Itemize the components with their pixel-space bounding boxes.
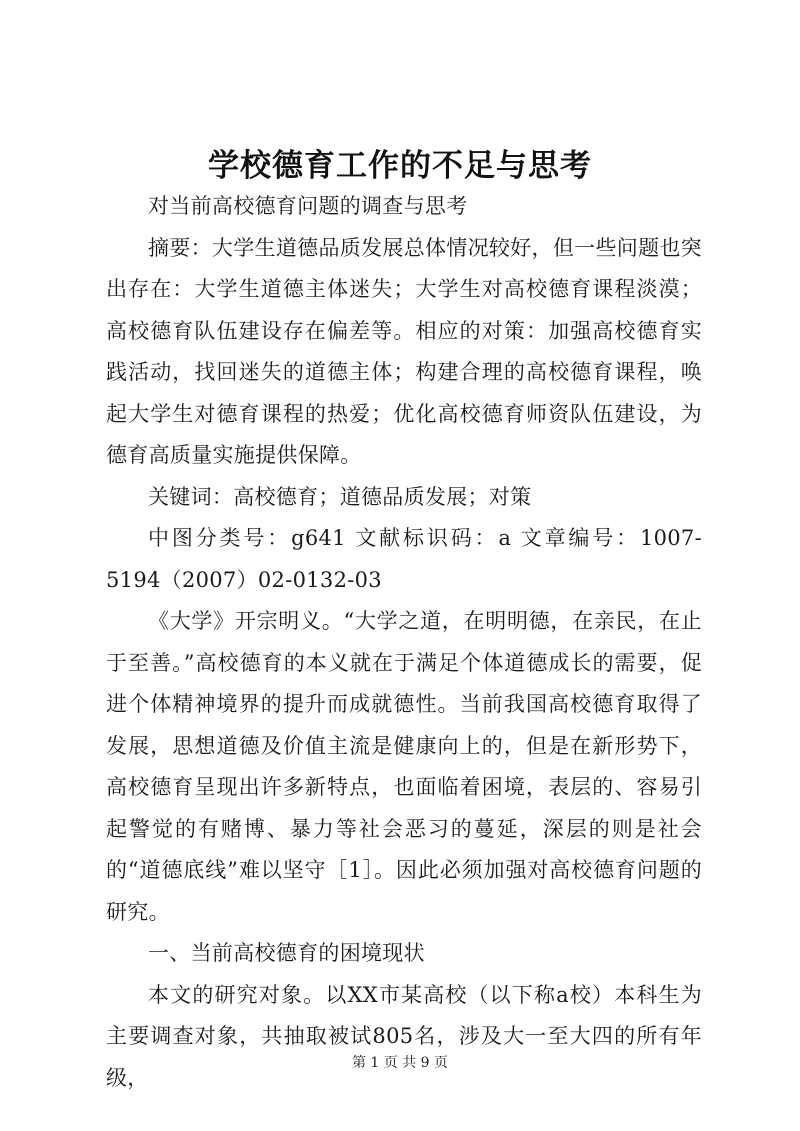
page-number-footer: 第 1 页 共 9 页 <box>351 1055 449 1071</box>
document-body <box>106 186 702 1099</box>
research-paragraph: 本文的研究对象。以XX市某高校（以下称a校）本科生为主要调查对象，共抽取被试805名，涉及大一至大四的所有年级， <box>106 982 702 1090</box>
abstract-paragraph: 摘要：大学生道德品质发展总体情况较好，但一些问题也突出存在：大学生道德主体迷失；大学生对高校德育课程淡漠；高校德育队伍建设存在偏差等。相应的对策：加强高校德育实践活动，找回迷失的道德主体；构建合理的高校德育课程，唤起大学生对德育课程的热爱；优化高校德育师资队伍建设，为德育高质量实施提供保障。 <box>106 235 702 467</box>
section-heading: 一、当前高校德育的困境现状 <box>148 941 425 965</box>
keywords-paragraph: 关键词：高校德育；道德品质发展；对策 <box>148 484 532 509</box>
classification-paragraph: 中图分类号：g641 文献标识码：a 文章编号：1007-5194（2007）02-0132-03 <box>106 526 702 592</box>
document-title: 学校德育工作的不足与思考 <box>208 148 592 184</box>
subtitle-paragraph: 对当前高校德育问题的调查与思考 <box>148 194 468 218</box>
intro-paragraph: 《大学》开宗明义。“大学之道，在明明德，在亲民，在止于至善。”高校德育的本义就在于满足个体道德成长的需要，促进个体精神境界的提升而成就德性。当前我国高校德育取得了发展，思想道德及价值主流是健康向上的，但是在新形势下，高校德育呈现出许多新特点，也面临着困境，表层的、容易引起警觉的有赌博、暴力等社会恶习的蔓延，深层的则是社会的“道德底线”难以坚守［1］。因此必须加强对高校德育问题的研究。 <box>106 609 702 924</box>
